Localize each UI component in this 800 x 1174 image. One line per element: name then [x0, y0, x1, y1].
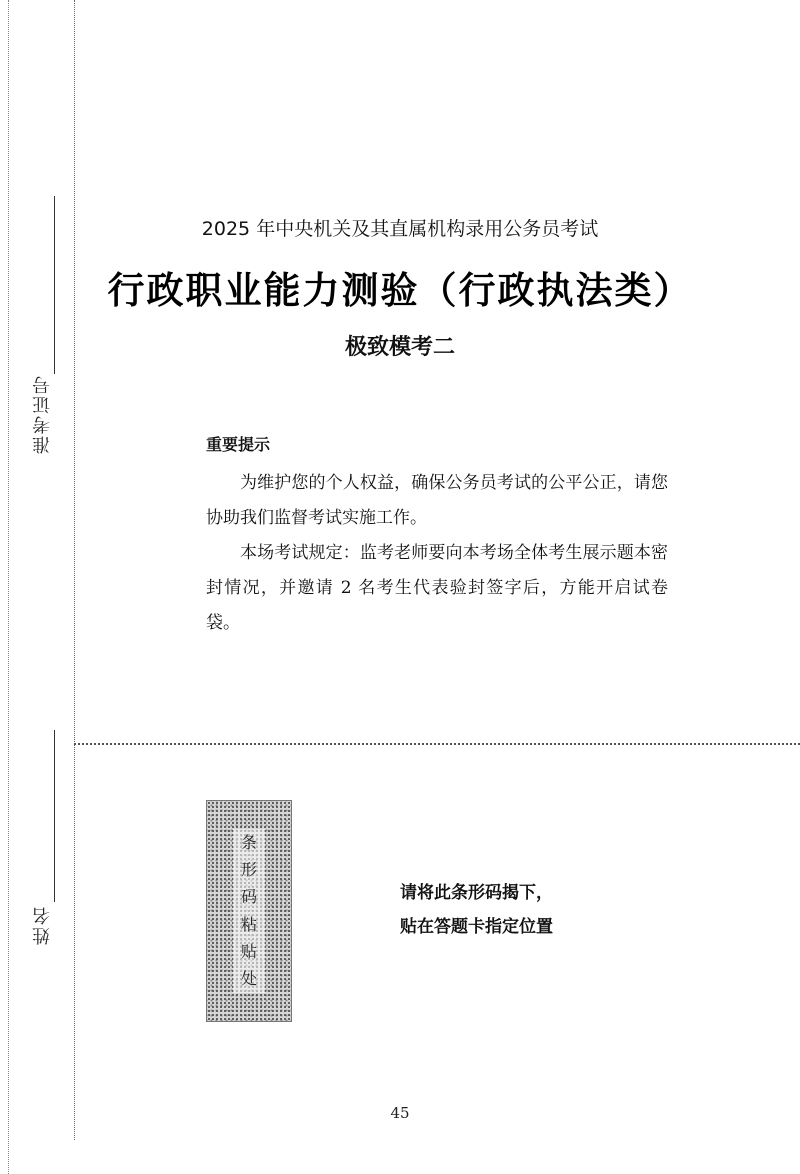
left-margin-dots — [8, 0, 9, 1174]
barcode-label-char: 条 — [240, 832, 257, 852]
exam-subtitle: 极致模考二 — [344, 335, 455, 360]
notice-paragraph-2: 本场考试规定：监考老师要向本考场全体考生展示题本密封情况，并邀请 2 名考生代表验封签字后，方能开启试卷袋。 — [206, 543, 668, 633]
barcode-label — [233, 829, 265, 993]
name-line — [54, 730, 55, 902]
barcode-instruction-line-1: 请将此条形码揭下， — [400, 883, 553, 903]
tear-off-line — [74, 743, 800, 745]
admission-number-label: 准考证号 — [32, 374, 53, 454]
binding-cut-line — [74, 0, 75, 1140]
barcode-label-char: 贴 — [240, 941, 257, 961]
exam-name: 2025 年中央机关及其直属机构录用公务员考试 — [201, 218, 599, 240]
barcode-sticker[interactable] — [206, 800, 292, 1022]
barcode-instruction-line-2: 贴在答题卡指定位置 — [400, 917, 553, 937]
barcode-label-char: 形 — [240, 859, 257, 879]
barcode-label-char: 处 — [240, 969, 257, 989]
barcode-label-char: 粘 — [240, 914, 257, 934]
notice-heading: 重要提示 — [206, 435, 271, 454]
name-label: 姓名 — [32, 905, 53, 945]
page-number: 45 — [390, 1104, 410, 1122]
barcode-label-char: 码 — [240, 887, 257, 907]
notice-paragraph-1: 为维护您的个人权益，确保公务员考试的公平公正，请您协助我们监督考试实施工作。 — [206, 473, 668, 528]
page-title: 行政职业能力测验（行政执法类） — [107, 268, 693, 312]
